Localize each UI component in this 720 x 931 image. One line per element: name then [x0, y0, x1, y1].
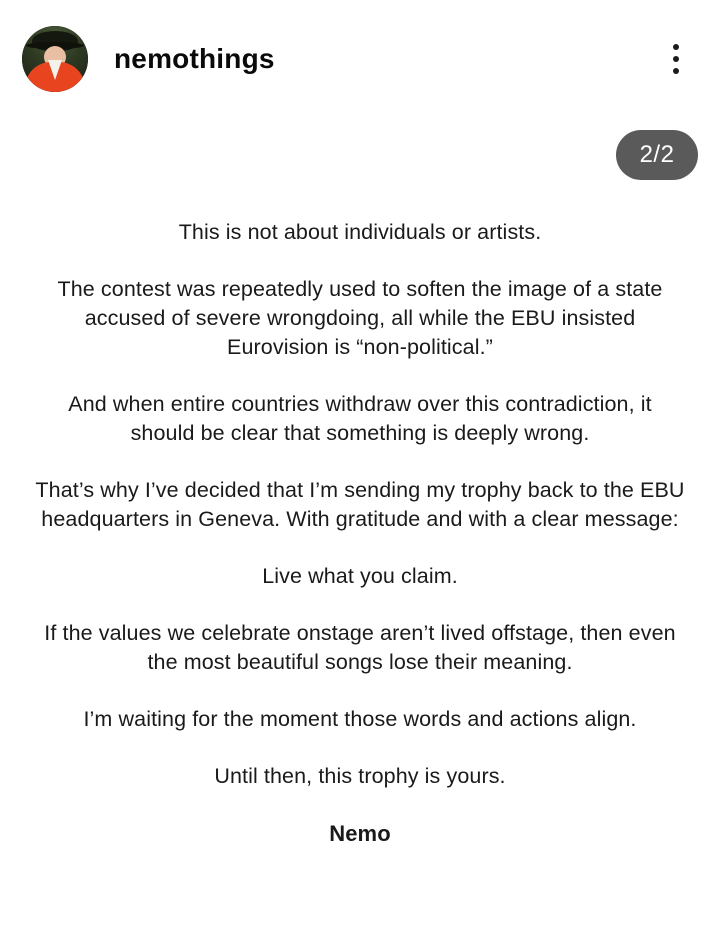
- status-badge: 2/2: [616, 130, 698, 180]
- avatar[interactable]: [22, 26, 88, 92]
- post-paragraph: And when entire countries withdraw over this contradiction, it should be clear that something is deeply wrong.: [68, 392, 652, 445]
- post-paragraph: The contest was repeatedly used to soften the image of a state accused of severe wrongdoing, all while the EBU insisted Eurovision is “non-political.”: [57, 277, 663, 359]
- post-signature: Nemo: [329, 821, 391, 846]
- post-paragraph: Until then, this trophy is yours.: [214, 764, 506, 788]
- post-paragraph: This is not about individuals or artists.: [178, 220, 542, 244]
- post-paragraph: Live what you claim.: [262, 564, 458, 588]
- post-paragraph: That’s why I’ve decided that I’m sending my trophy back to the EBU headquarters in Geneva. With gratitude and with a clear message:: [35, 478, 685, 531]
- kebab-menu-icon[interactable]: [658, 37, 694, 81]
- kebab-dot-3: [673, 68, 679, 74]
- post-paragraph: If the values we celebrate onstage aren’t lived offstage, then even the most beautiful songs lose their meaning.: [44, 621, 676, 674]
- post-text-body: [0, 192, 720, 931]
- post-header: [0, 0, 720, 118]
- kebab-dot-1: [673, 44, 679, 50]
- slide-counter-row: [0, 118, 720, 192]
- kebab-dot-2: [673, 56, 679, 62]
- page-title[interactable]: nemothings: [114, 43, 275, 74]
- post-paragraph: I’m waiting for the moment those words and actions align.: [83, 707, 637, 731]
